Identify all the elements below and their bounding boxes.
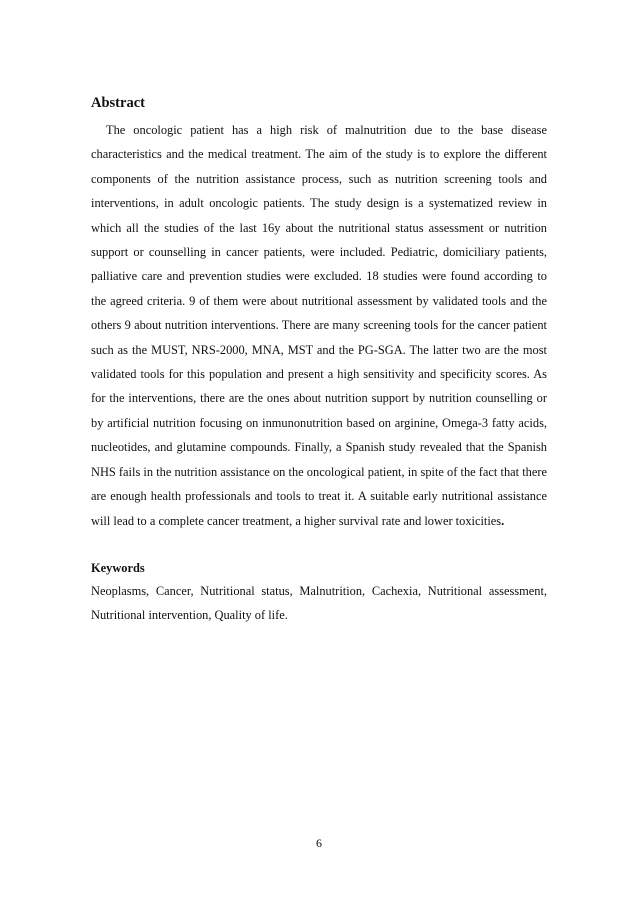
abstract-heading: Abstract [91, 95, 145, 111]
keywords-heading: Keywords [91, 560, 145, 575]
abstract-body [91, 118, 547, 533]
keywords-body: Neoplasms, Cancer, Nutritional status, Malnutrition, Cachexia, Nutritional assessment, Nutritional intervention, Quality of life. [91, 583, 547, 623]
abstract-text: The oncologic patient has a high risk of malnutrition due to the base disease characteristics and the medical treatment. The aim of the study is to explore the different components of the nutrition assistance process, such as nutrition screening tools and interventions, in adult oncologic patients. The study design is a systematized review in which all the studies of the last 16y about the nutritional status assessment or nutrition support or counselling in cancer patients, were included. Pediatric, domiciliary patients, palliative care and prevention studies were excluded. 18 studies were found according to the agreed criteria. 9 of them were about nutritional assessment by validated tools and the others 9 about nutrition interventions. There are many screening tools for the cancer patient such as the MUST, NRS-2000, MNA, MST and the PG-SGA. The latter two are the most validated tools for this population and present a high sensitivity and specificity scores. As for the interventions, there are the ones about nutrition support by nutrition counselling or by artificial nutrition focusing on inmunonutrition based on arginine, Omega-3 fatty acids, nucleotides, and glutamine compounds. Finally, a Spanish study revealed that the Spanish NHS fails in the nutrition assistance on the oncological patient, in spite of the fact that there are enough health professionals and tools to treat it. A suitable early nutritional assistance will lead to a complete cancer treatment, a higher survival rate and lower toxicities [91, 123, 547, 528]
abstract-end-mark: . [501, 513, 505, 528]
page-number: 6 [316, 836, 322, 850]
page-content [91, 94, 547, 628]
